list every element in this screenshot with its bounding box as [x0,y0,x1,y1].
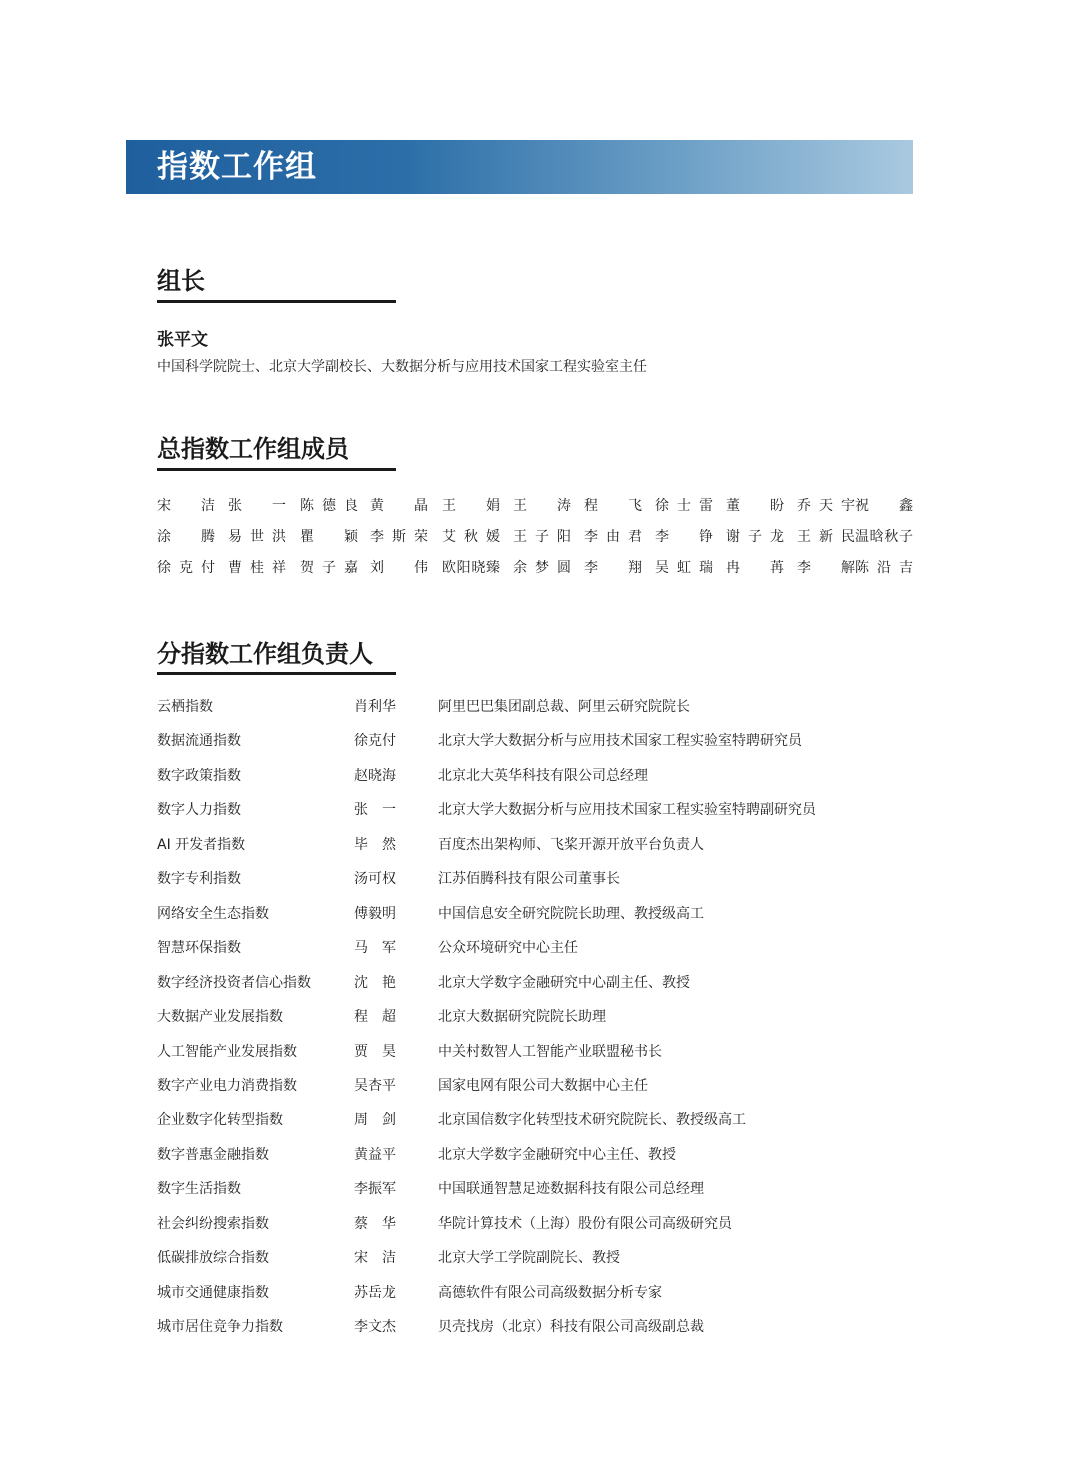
person-role: 北京大学大数据分析与应用技术国家工程实验室特聘副研究员 [438,802,816,818]
member-name: 陈德良 [300,498,358,514]
person-name: 徐克付 [354,733,396,749]
table-row [0,1007,1080,1027]
member-name: 李 解 [797,560,855,576]
table-row [0,904,1080,924]
person-name: 赵晓海 [354,768,396,784]
person-name: 肖利华 [354,699,396,715]
index-name: 城市交通健康指数 [157,1285,269,1301]
member-name: 祝 鑫 [855,498,913,514]
leader-heading-rule [157,300,396,303]
table-row [0,1110,1080,1130]
person-name: 程 超 [354,1009,396,1025]
person-role: 北京大学数字金融研究中心主任、教授 [438,1147,676,1163]
index-name: 低碳排放综合指数 [157,1250,269,1266]
member-name: 瞿 颖 [300,529,358,545]
member-name: 黄 晶 [370,498,428,514]
title-banner [126,140,913,194]
index-name: 网络安全生态指数 [157,906,269,922]
member-name: 艾秋媛 [442,529,500,545]
member-name: 欧阳晓臻 [442,560,500,576]
table-row [0,869,1080,889]
table-row [0,1317,1080,1337]
person-name: 李文杰 [354,1319,396,1335]
member-name: 乔天宇 [797,498,855,514]
members-heading: 总指数工作组成员 [157,435,349,463]
index-name: AI 开发者指数 [157,837,246,853]
members-heading-rule [157,468,396,471]
person-role: 阿里巴巴集团副总裁、阿里云研究院院长 [438,699,690,715]
person-role: 中关村数智人工智能产业联盟秘书长 [438,1044,662,1060]
index-name: 数字专利指数 [157,871,241,887]
person-name: 毕 然 [354,837,396,853]
index-name: 数字普惠金融指数 [157,1147,269,1163]
person-name: 吴杏平 [354,1078,396,1094]
index-name: 社会纠纷搜索指数 [157,1216,269,1232]
person-role: 百度杰出架构师、飞桨开源开放平台负责人 [438,837,704,853]
member-name: 涂 腾 [157,529,215,545]
index-name: 数字经济投资者信心指数 [157,975,311,991]
index-name: 数字政策指数 [157,768,241,784]
person-role: 北京北大英华科技有限公司总经理 [438,768,648,784]
table-row [0,973,1080,993]
member-name: 刘 伟 [370,560,428,576]
table-row [0,1145,1080,1165]
person-name: 蔡 华 [354,1216,396,1232]
index-name: 城市居住竞争力指数 [157,1319,283,1335]
member-name: 陈沿吉 [855,560,913,576]
index-name: 数字生活指数 [157,1181,241,1197]
index-name: 云栖指数 [157,699,213,715]
member-name: 易世洪 [228,529,286,545]
member-name: 谢子龙 [726,529,784,545]
table-row [0,697,1080,717]
person-name: 贾 昊 [354,1044,396,1060]
index-name: 数字人力指数 [157,802,241,818]
person-name: 张 一 [354,802,396,818]
table-row [0,800,1080,820]
table-row [0,835,1080,855]
member-name: 宋 洁 [157,498,215,514]
member-name: 温晗秋子 [855,529,913,545]
leader-heading: 组长 [157,267,205,295]
leader-name: 张平文 [157,330,208,350]
leads-heading-rule [157,672,396,675]
member-row [0,558,1080,578]
member-name: 王 涛 [513,498,571,514]
member-name: 王子阳 [513,529,571,545]
member-name: 徐克付 [157,560,215,576]
person-role: 中国联通智慧足迹数据科技有限公司总经理 [438,1181,704,1197]
member-name: 董 盼 [726,498,784,514]
member-name: 张 一 [228,498,286,514]
member-name: 程 飞 [584,498,642,514]
index-name: 企业数字化转型指数 [157,1112,283,1128]
member-name: 李 翔 [584,560,642,576]
table-row [0,938,1080,958]
person-role: 华院计算技术（上海）股份有限公司高级研究员 [438,1216,732,1232]
table-row [0,731,1080,751]
person-role: 北京大数据研究院院长助理 [438,1009,606,1025]
member-name: 王 娟 [442,498,500,514]
person-name: 马 军 [354,940,396,956]
member-name: 余梦圆 [513,560,571,576]
table-row [0,1042,1080,1062]
table-row [0,766,1080,786]
table-row [0,1283,1080,1303]
person-role: 公众环境研究中心主任 [438,940,578,956]
person-role: 北京大学工学院副院长、教授 [438,1250,620,1266]
person-name: 汤可权 [354,871,396,887]
index-name: 大数据产业发展指数 [157,1009,283,1025]
person-role: 江苏佰腾科技有限公司董事长 [438,871,620,887]
member-name: 李由君 [584,529,642,545]
person-name: 苏岳龙 [354,1285,396,1301]
person-role: 北京大学大数据分析与应用技术国家工程实验室特聘研究员 [438,733,802,749]
page-title: 指数工作组 [157,149,317,185]
member-row [0,496,1080,516]
member-name: 冉 苒 [726,560,784,576]
table-row [0,1248,1080,1268]
member-name: 徐士雷 [655,498,713,514]
person-name: 沈 艳 [354,975,396,991]
person-name: 周 剑 [354,1112,396,1128]
index-name: 人工智能产业发展指数 [157,1044,297,1060]
person-name: 宋 洁 [354,1250,396,1266]
table-row [0,1076,1080,1096]
member-name: 李斯荣 [370,529,428,545]
index-name: 数据流通指数 [157,733,241,749]
leader-title: 中国科学院院士、北京大学副校长、大数据分析与应用技术国家工程实验室主任 [157,359,647,375]
index-name: 数字产业电力消费指数 [157,1078,297,1094]
person-role: 北京国信数字化转型技术研究院院长、教授级高工 [438,1112,746,1128]
person-name: 傅毅明 [354,906,396,922]
member-name: 吴虹瑞 [655,560,713,576]
person-role: 北京大学数字金融研究中心副主任、教授 [438,975,690,991]
member-name: 贺子嘉 [300,560,358,576]
person-role: 贝壳找房（北京）科技有限公司高级副总裁 [438,1319,704,1335]
leads-heading: 分指数工作组负责人 [157,640,373,668]
person-name: 黄益平 [354,1147,396,1163]
table-row [0,1214,1080,1234]
member-name: 曹桂祥 [228,560,286,576]
member-name: 李 铮 [655,529,713,545]
person-name: 李振军 [354,1181,396,1197]
person-role: 中国信息安全研究院院长助理、教授级高工 [438,906,704,922]
person-role: 高德软件有限公司高级数据分析专家 [438,1285,662,1301]
member-row [0,527,1080,547]
member-name: 王新民 [797,529,855,545]
index-name: 智慧环保指数 [157,940,241,956]
person-role: 国家电网有限公司大数据中心主任 [438,1078,648,1094]
table-row [0,1179,1080,1199]
